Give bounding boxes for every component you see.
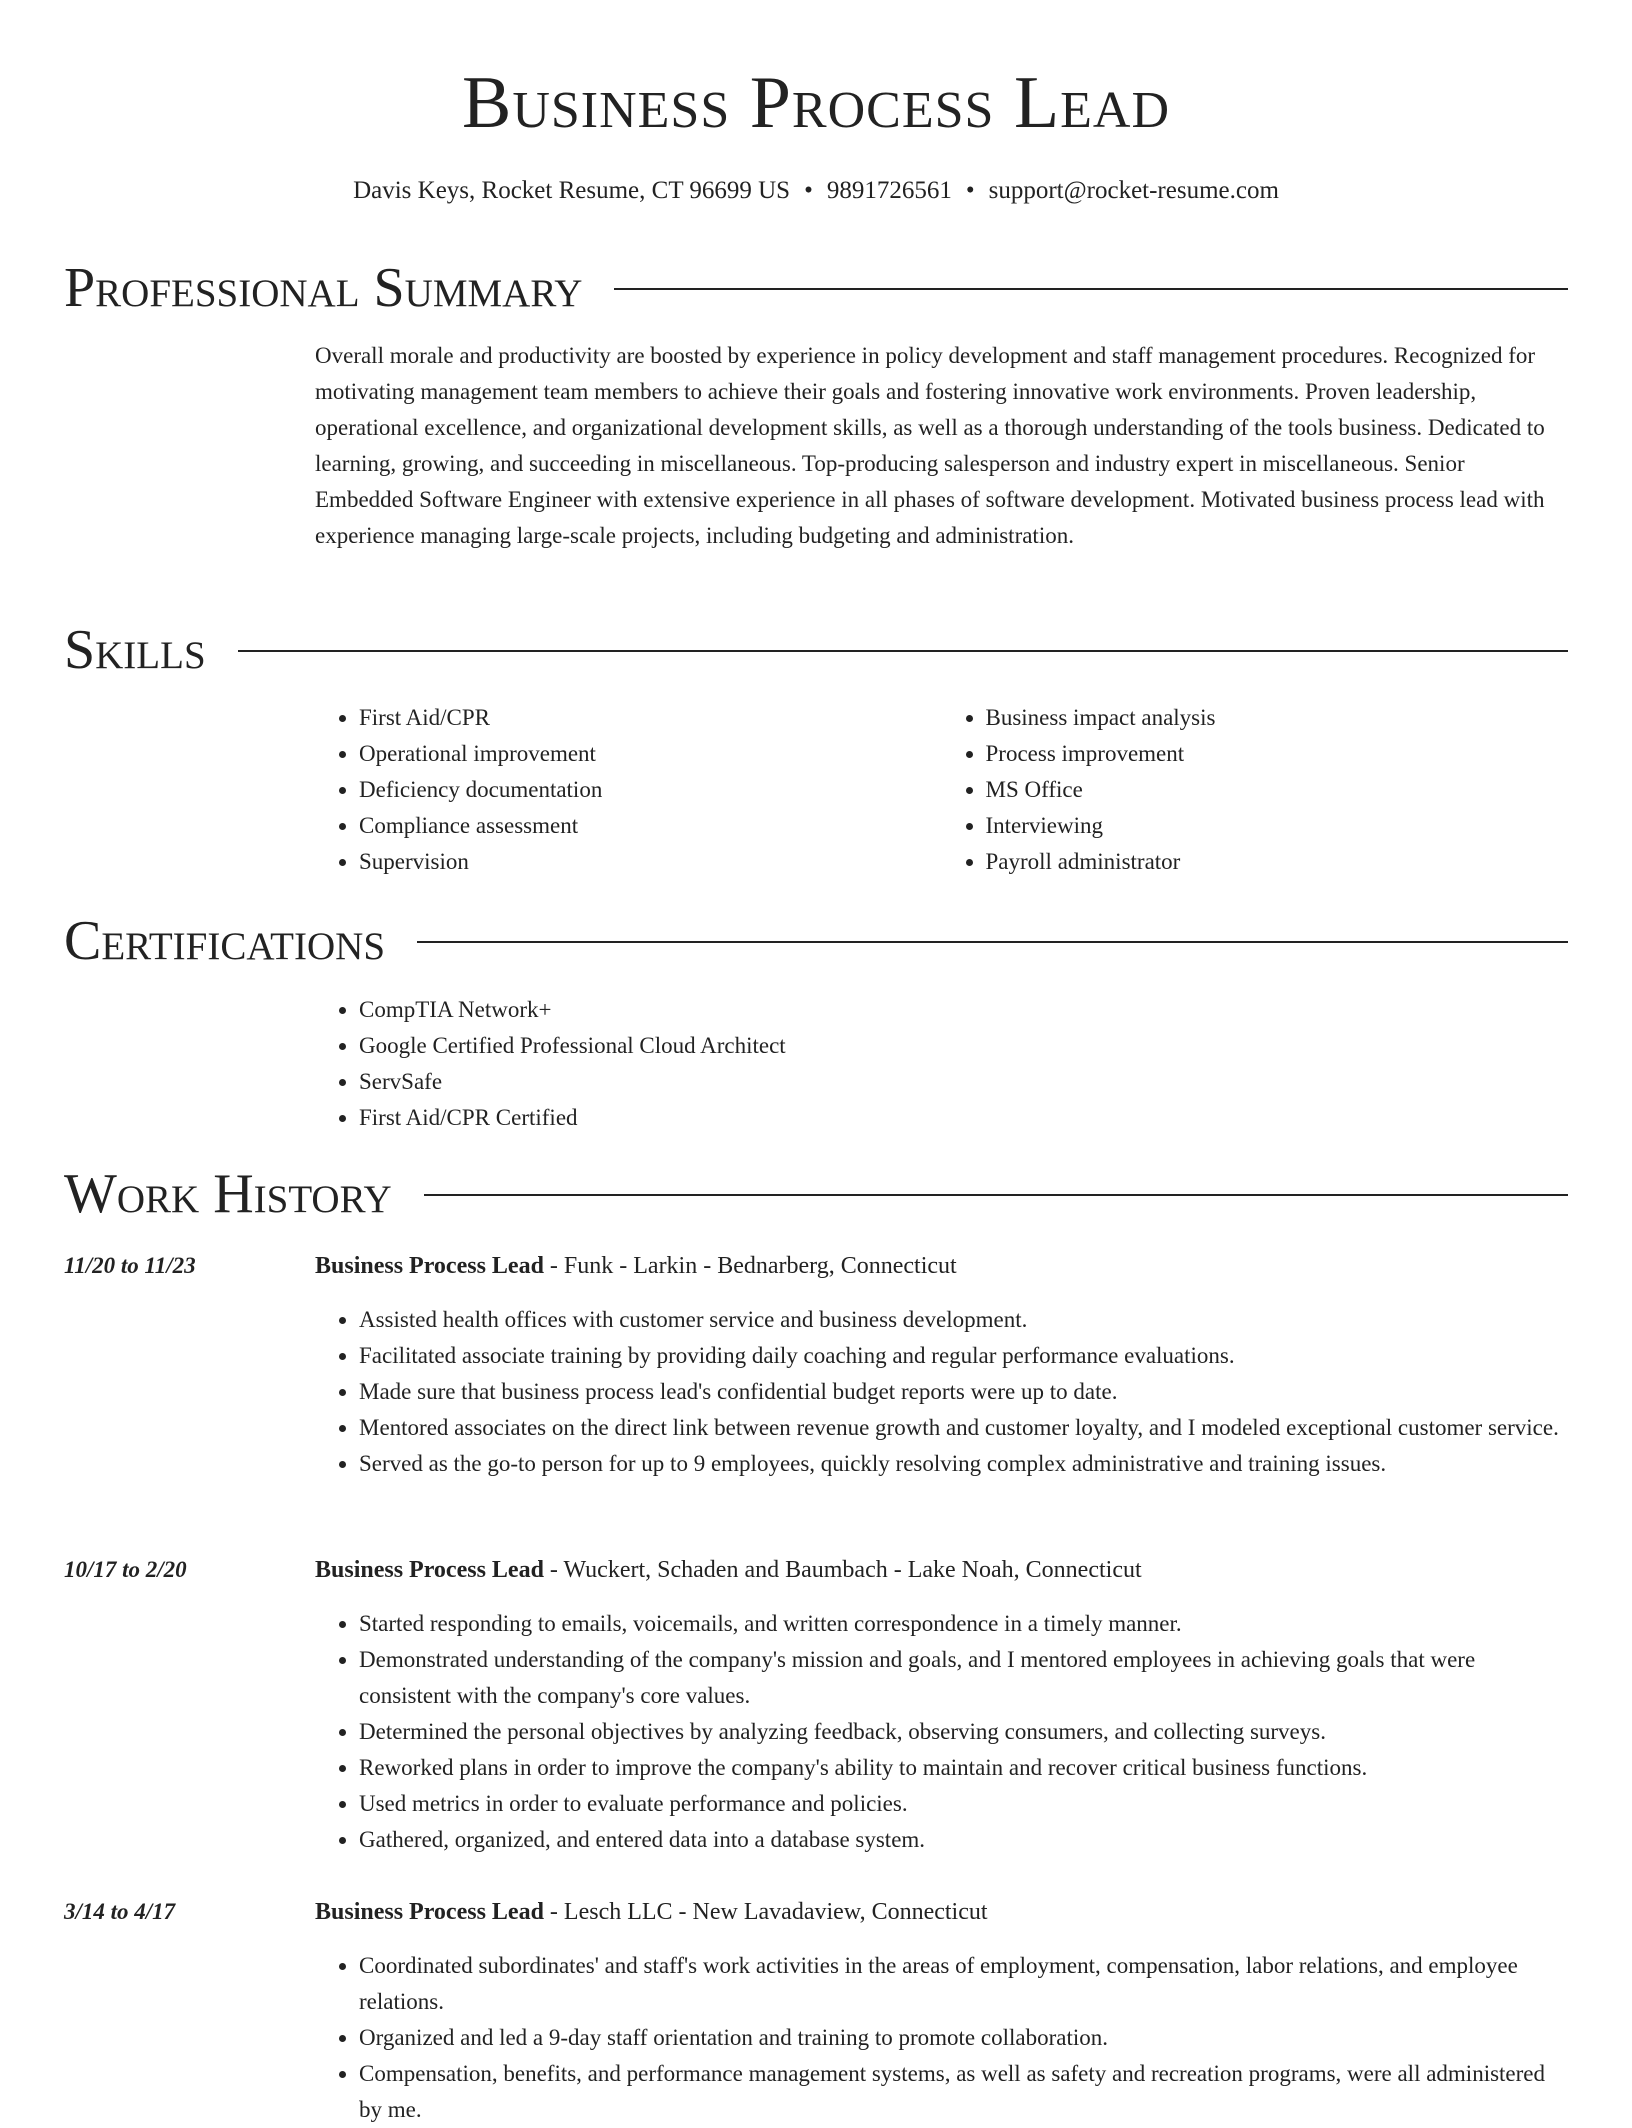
skill-item: • MS Office xyxy=(986,772,1569,808)
job-employer: - Wuckert, Schaden and Baumbach - Lake Noah, Connecticut xyxy=(543,1557,1142,1583)
section-divider xyxy=(424,1194,1568,1196)
certification-item: • CompTIA Network+ xyxy=(359,992,1568,1028)
skills-block xyxy=(315,700,1568,880)
job-bullet: • Assisted health offices with customer service and business development. xyxy=(359,1302,1568,1338)
job-bullet: • Made sure that business process lead's confidential budget reports were up to date. xyxy=(359,1374,1568,1410)
summary-block xyxy=(315,338,1568,554)
resume-title: Business Process Lead xyxy=(461,62,1171,144)
job-bullet: • Compensation, benefits, and performance management systems, as well as safety and recreation programs, were all administered by me. xyxy=(359,2056,1568,2128)
job-dates: 3/14 to 4/17 xyxy=(64,1899,176,1924)
contact-line xyxy=(0,174,1632,208)
job-body xyxy=(315,1248,1568,1482)
job-bullet: • Facilitated associate training by providing daily coaching and regular performance evaluations. xyxy=(359,1338,1568,1374)
certifications-block xyxy=(315,992,1568,1136)
job-title-line xyxy=(315,1552,1568,1588)
section-divider xyxy=(417,941,1568,943)
job-dates: 11/20 to 11/23 xyxy=(64,1253,196,1278)
skill-item: • Compliance assessment xyxy=(359,808,942,844)
contact-separator: • xyxy=(804,177,813,204)
job-bullet: • Used metrics in order to evaluate performance and policies. xyxy=(359,1786,1568,1822)
job-bullet: • Demonstrated understanding of the company's mission and goals, and I mentored employees in achieving goals that were consistent with the company's core values. xyxy=(359,1642,1568,1714)
certification-item: • Google Certified Professional Cloud Architect xyxy=(359,1028,1568,1064)
job-bullet: • Mentored associates on the direct link between revenue growth and customer loyalty, and I modeled exceptional customer service. xyxy=(359,1410,1568,1446)
work-heading: Work History xyxy=(64,1163,392,1225)
certifications-section-header xyxy=(64,909,1568,973)
certifications-heading: Certifications xyxy=(64,910,386,972)
job-body xyxy=(315,1552,1568,1858)
job-bullets xyxy=(315,1606,1568,1858)
summary-text: Overall morale and productivity are boosted by experience in policy development and staff management procedures. Recognized for motivating management team members to achieve their goals and fostering innovative work environments. Proven leadership, operational excellence, and organizational development skills, as well as a thorough understanding of the tools business. Dedicated to learning, growing, and succeeding in miscellaneous. Top-producing salesperson and industry expert in miscellaneous. Senior Embedded Software Engineer with extensive experience in all phases of software development. Motivated business process lead with experience managing large-scale projects, including budgeting and administration. xyxy=(315,343,1545,548)
job-title: Business Process Lead xyxy=(315,1253,544,1279)
contact-address: Davis Keys, Rocket Resume, CT 96699 US xyxy=(353,177,791,204)
work-section-header xyxy=(64,1162,1568,1226)
contact-email: support@rocket-resume.com xyxy=(988,177,1279,204)
skill-item: • Deficiency documentation xyxy=(359,772,942,808)
skill-item: • First Aid/CPR xyxy=(359,700,942,736)
skills-heading: Skills xyxy=(64,619,206,681)
skill-item: • Process improvement xyxy=(986,736,1569,772)
skills-list-right xyxy=(942,700,1569,880)
job-body xyxy=(315,1894,1568,2128)
job-dates: 10/17 to 2/20 xyxy=(64,1557,187,1582)
job-bullet: • Gathered, organized, and entered data into a database system. xyxy=(359,1822,1568,1858)
contact-phone: 9891726561 xyxy=(826,177,952,204)
job-employer: - Funk - Larkin - Bednarberg, Connecticut xyxy=(543,1253,957,1279)
job-bullet: • Coordinated subordinates' and staff's work activities in the areas of employment, compensation, labor relations, and employee relations. xyxy=(359,1948,1568,2020)
job-title: Business Process Lead xyxy=(315,1899,544,1925)
skills-list-left xyxy=(315,700,942,880)
section-divider xyxy=(238,650,1568,652)
summary-section-header xyxy=(64,256,1568,320)
job-title-line xyxy=(315,1894,1568,1930)
job-bullets xyxy=(315,1948,1568,2128)
job-bullet: • Organized and led a 9-day staff orientation and training to promote collaboration. xyxy=(359,2020,1568,2056)
section-divider xyxy=(614,288,1568,290)
skill-item: • Interviewing xyxy=(986,808,1569,844)
job-bullet: • Reworked plans in order to improve the company's ability to maintain and recover critical business functions. xyxy=(359,1750,1568,1786)
job-bullet: • Served as the go-to person for up to 9 employees, quickly resolving complex administrative and training issues. xyxy=(359,1446,1568,1482)
skill-item: • Business impact analysis xyxy=(986,700,1569,736)
job-employer: - Lesch LLC - New Lavadaview, Connecticut xyxy=(543,1899,988,1925)
job-bullet: • Determined the personal objectives by analyzing feedback, observing consumers, and collecting surveys. xyxy=(359,1714,1568,1750)
job-title: Business Process Lead xyxy=(315,1557,544,1583)
job-bullet: • Started responding to emails, voicemails, and written correspondence in a timely manner. xyxy=(359,1606,1568,1642)
certifications-list xyxy=(315,992,1568,1136)
summary-heading: Professional Summary xyxy=(64,257,583,319)
skills-section-header xyxy=(64,618,1568,682)
skill-item: • Operational improvement xyxy=(359,736,942,772)
job-bullets xyxy=(315,1302,1568,1482)
certification-item: • ServSafe xyxy=(359,1064,1568,1100)
certification-item: • First Aid/CPR Certified xyxy=(359,1100,1568,1136)
contact-separator: • xyxy=(965,177,975,204)
job-title-line xyxy=(315,1248,1568,1284)
skill-item: • Payroll administrator xyxy=(986,844,1569,880)
skill-item: • Supervision xyxy=(359,844,942,880)
